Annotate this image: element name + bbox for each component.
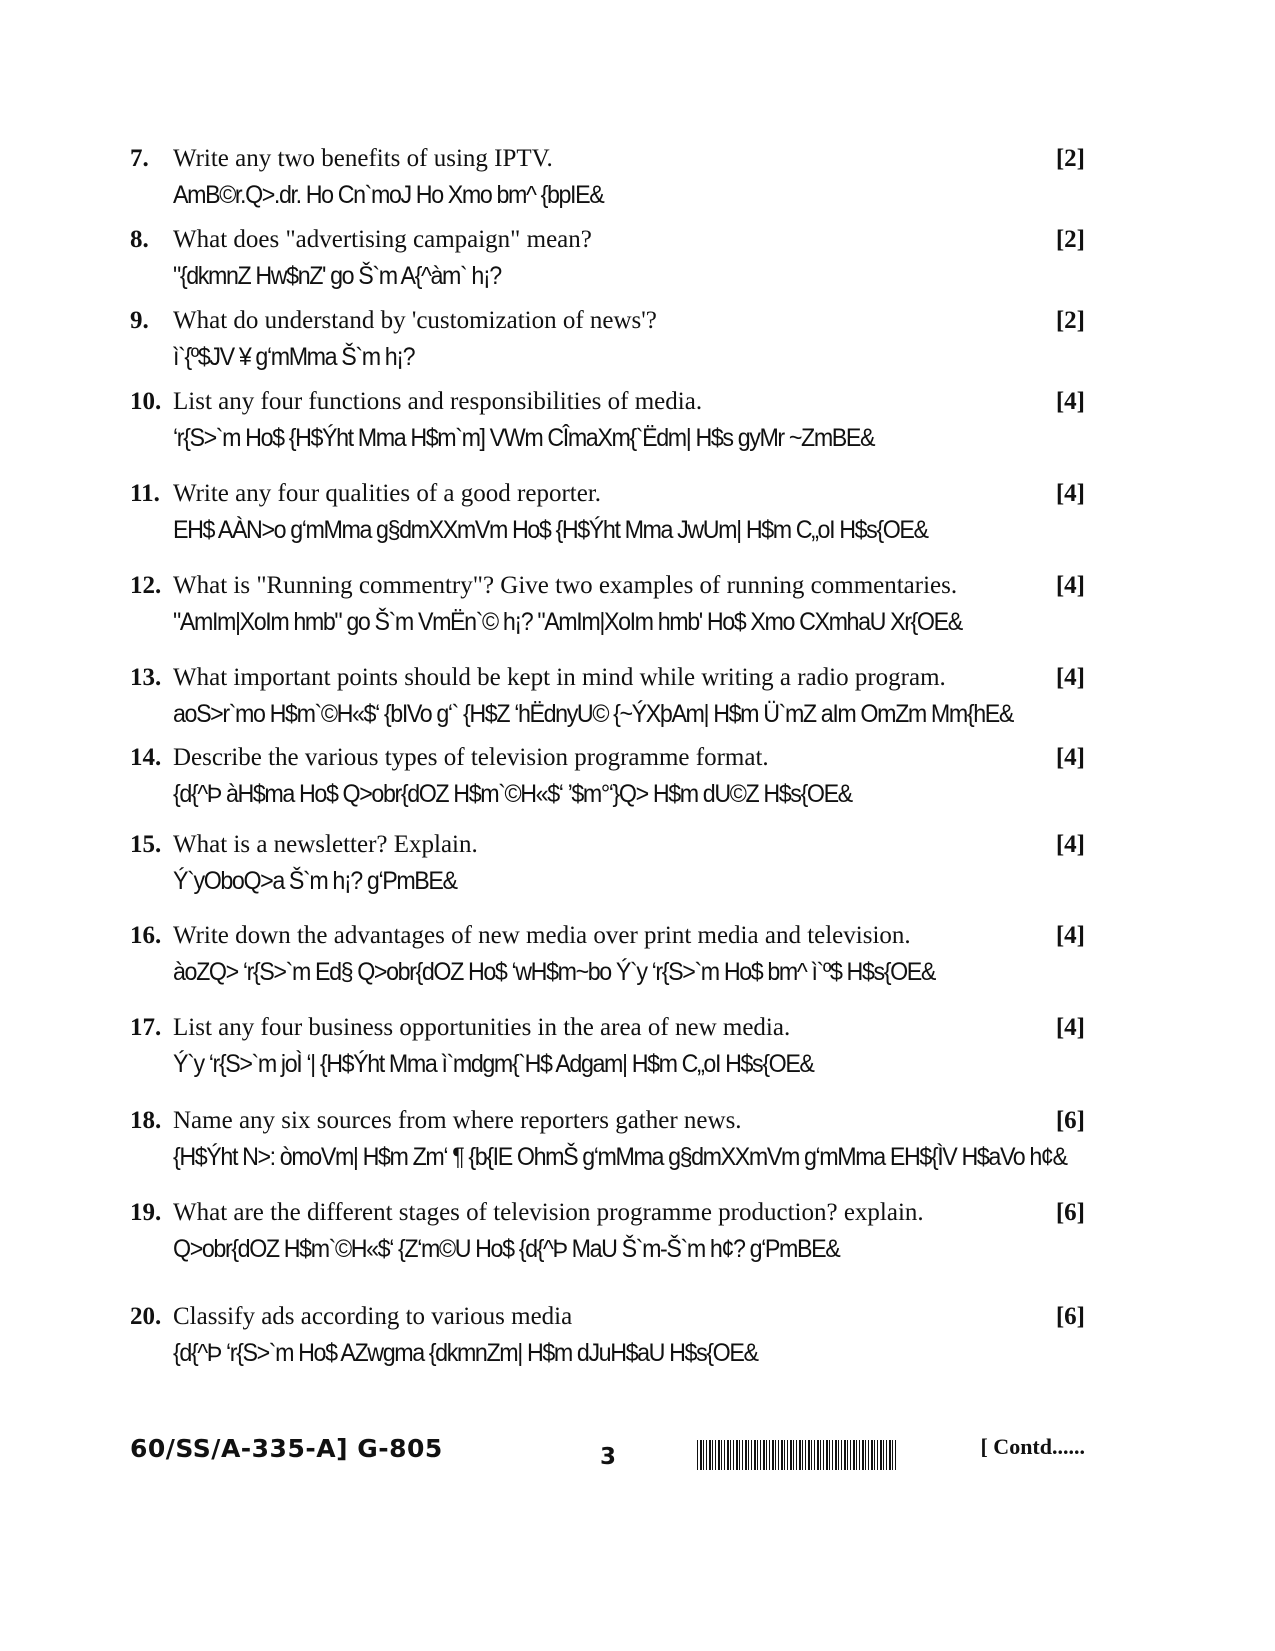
question-item xyxy=(130,305,1085,373)
question-text-hindi: Q>obr{dOZ H$m`©H«$‘ {Z‘m©U Ho$ {d{^Þ MaU Š`m-Š`m h¢? g‘PmBE& xyxy=(173,1235,840,1263)
question-marks: [4] xyxy=(1055,1014,1085,1041)
question-item xyxy=(130,224,1085,292)
page-footer xyxy=(130,1430,1085,1480)
question-row xyxy=(130,662,1085,694)
question-marks: [4] xyxy=(1055,831,1085,858)
question-marks: [2] xyxy=(1055,145,1085,172)
question-number: 13. xyxy=(130,664,162,691)
paper-code: 60/SS/A-335-A] G-805 xyxy=(130,1434,443,1463)
question-text: What is a newsletter? Explain. xyxy=(173,831,478,858)
question-text: What do understand by 'customization of news'? xyxy=(173,307,657,334)
question-text-hindi: ‘r{S>`m Ho$ {H$Ýht Mma H$m`m] VWm CÎmaXm{`Ëdm| H$s gyMr ~ZmBE& xyxy=(173,424,875,452)
question-marks: [4] xyxy=(1055,572,1085,599)
question-number: 8. xyxy=(130,226,149,253)
question-row xyxy=(130,1012,1085,1044)
question-text-hindi: àoZQ> ‘r{S>`m Ed§ Q>obr{dOZ Ho$ ‘wH$m~bo Ý`y ‘r{S>`m Ho$ bm^ ì`º$ H$s{OE& xyxy=(173,958,936,986)
question-item xyxy=(130,143,1085,211)
question-text: What is "Running commentry"? Give two examples of running commentaries. xyxy=(173,572,958,599)
question-text: Write any four qualities of a good reporter. xyxy=(173,480,602,507)
question-number: 9. xyxy=(130,307,149,334)
question-number: 7. xyxy=(130,145,149,172)
question-item xyxy=(130,829,1085,897)
question-row xyxy=(130,143,1085,175)
question-number: 17. xyxy=(130,1014,162,1041)
question-row xyxy=(130,829,1085,861)
question-text-hindi: Ý`y ‘r{S>`m joÌ ‘| {H$Ýht Mma ì`mdgm{`H$ Adgam| H$m C„oI H$s{OE& xyxy=(173,1050,814,1078)
question-marks: [6] xyxy=(1055,1303,1085,1330)
question-number: 12. xyxy=(130,572,162,599)
question-row xyxy=(130,1105,1085,1137)
question-text-hindi: {H$Ýht N>: òmoVm| H$m Zm‘ ¶ {b{IE OhmŠ g‘mMma g§dmXXmVm g‘mMma EH${ÌV H$aVo h¢& xyxy=(173,1143,1067,1171)
question-text-hindi: ì`{º$JV ¥ g‘mMma Š`m h¡? xyxy=(173,343,415,371)
question-text: Name any six sources from where reporters gather news. xyxy=(173,1107,742,1134)
question-marks: [4] xyxy=(1055,922,1085,949)
question-item xyxy=(130,1012,1085,1080)
question-number: 20. xyxy=(130,1303,162,1330)
question-row xyxy=(130,224,1085,256)
question-text: Describe the various types of television programme format. xyxy=(173,744,769,771)
question-text: What important points should be kept in mind while writing a radio program. xyxy=(173,664,946,691)
question-item xyxy=(130,1105,1085,1173)
question-row xyxy=(130,305,1085,337)
question-text: What does "advertising campaign" mean? xyxy=(173,226,592,253)
question-text-hindi: AmB©r.Q>.dr. Ho Cn`moJ Ho Xmo bm^ {bpIE& xyxy=(173,181,604,209)
question-number: 14. xyxy=(130,744,162,771)
question-text-hindi: aoS>r`mo H$m`©H«$‘ {bIVo g‘` {H$Z ‘hËdnyU© {~ÝXþAm| H$m Ü`mZ aIm OmZm Mm{hE& xyxy=(173,700,1014,728)
question-item xyxy=(130,478,1085,546)
question-text: List any four business opportunities in the area of new media. xyxy=(173,1014,791,1041)
question-number: 19. xyxy=(130,1199,162,1226)
question-row xyxy=(130,920,1085,952)
question-marks: [2] xyxy=(1055,307,1085,334)
question-number: 10. xyxy=(130,388,162,415)
question-text-hindi: EH$ AÀN>o g‘mMma g§dmXXmVm Ho$ {H$Ýht Mma JwUm| H$m C„oI H$s{OE& xyxy=(173,516,928,544)
question-marks: [4] xyxy=(1055,388,1085,415)
question-row xyxy=(130,1301,1085,1333)
question-marks: [6] xyxy=(1055,1199,1085,1226)
question-item xyxy=(130,920,1085,988)
question-item xyxy=(130,1301,1085,1369)
question-text: Write any two benefits of using IPTV. xyxy=(173,145,553,172)
question-row xyxy=(130,570,1085,602)
question-marks: [4] xyxy=(1055,664,1085,691)
question-number: 15. xyxy=(130,831,162,858)
question-item xyxy=(130,662,1085,730)
question-text-hindi: {d{^Þ àH$ma Ho$ Q>obr{dOZ H$m`©H«$‘ ’$m°‘}Q> H$m dU©Z H$s{OE& xyxy=(173,780,852,808)
question-text: Write down the advantages of new media over print media and television. xyxy=(173,922,911,949)
page-number: 3 xyxy=(600,1444,617,1470)
question-text-hindi: {d{^Þ ‘r{S>`m Ho$ AZwgma {dkmnZm| H$m dJuH$aU H$s{OE& xyxy=(173,1339,758,1367)
question-text-hindi: "{dkmnZ Hw$nZ' go Š`m A{^àm` h¡? xyxy=(173,262,501,290)
question-text: Classify ads according to various media xyxy=(173,1303,573,1330)
question-row xyxy=(130,742,1085,774)
question-text: List any four functions and responsibilities of media. xyxy=(173,388,703,415)
question-row xyxy=(130,386,1085,418)
continued-label: [ Contd...... xyxy=(980,1434,1085,1459)
question-marks: [2] xyxy=(1055,226,1085,253)
question-item xyxy=(130,1197,1085,1265)
question-marks: [4] xyxy=(1055,480,1085,507)
question-item xyxy=(130,742,1085,810)
question-item xyxy=(130,386,1085,454)
question-marks: [6] xyxy=(1055,1107,1085,1134)
question-row xyxy=(130,478,1085,510)
question-number: 16. xyxy=(130,922,162,949)
question-number: 11. xyxy=(130,480,160,507)
question-text-hindi: "AmIm|XoIm hmb" go Š`m VmËn`© h¡? "AmIm|XoIm hmb' Ho$ Xmo CXmhaU Xr{OE& xyxy=(173,608,962,636)
question-item xyxy=(130,570,1085,638)
question-number: 18. xyxy=(130,1107,162,1134)
question-marks: [4] xyxy=(1055,744,1085,771)
question-text: What are the different stages of television programme production? explain. xyxy=(173,1199,924,1226)
question-row xyxy=(130,1197,1085,1229)
barcode-icon xyxy=(697,1440,897,1470)
question-text-hindi: Ý`yOboQ>a Š`m h¡? g‘PmBE& xyxy=(173,867,457,895)
